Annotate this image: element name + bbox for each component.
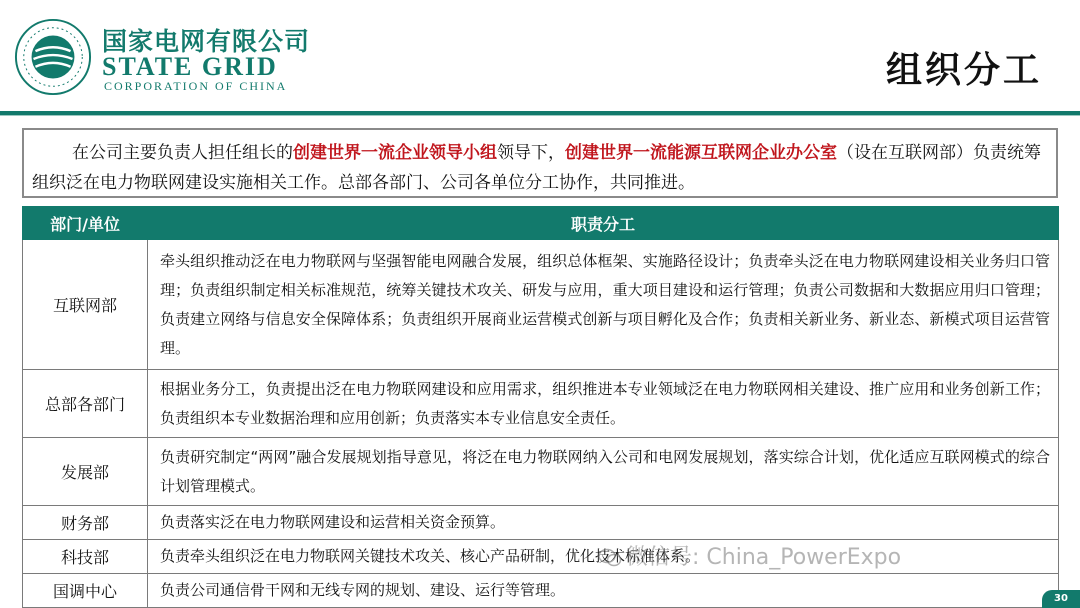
slide-header (0, 0, 1080, 110)
table-row (23, 540, 1059, 574)
duty-table (22, 206, 1059, 608)
duty-cell: 负责落实泛在电力物联网建设和运营相关资金预算。 (148, 506, 1059, 540)
intro-highlight-2: 创建世界一流能源互联网企业办公室 (565, 143, 837, 163)
intro-highlight-1: 创建世界一流企业领导小组 (293, 143, 497, 163)
table-row (23, 370, 1059, 438)
header-divider-thin (0, 115, 1080, 116)
duty-cell: 根据业务分工，负责提出泛在电力物联网建设和应用需求，组织推进本专业领域泛在电力物联网相关建设、推广应用和业务创新工作；负责组织本专业数据治理和应用创新；负责落实本专业信息安全责任。 (148, 370, 1059, 438)
duty-cell: 负责研究制定“两网”融合发展规划指导意见，将泛在电力物联网纳入公司和电网发展规划，落实综合计划，优化适应互联网模式的综合计划管理模式。 (148, 438, 1059, 506)
wechat-watermark (598, 540, 901, 571)
table-row (23, 574, 1059, 608)
dept-cell: 总部各部门 (23, 370, 148, 438)
dept-cell: 发展部 (23, 438, 148, 506)
table-row (23, 506, 1059, 540)
watermark-text: 微信号: China_PowerExpo (626, 545, 902, 570)
intro-text-2: 领导下， (497, 143, 565, 163)
duty-cell: 负责公司通信骨干网和无线专网的规划、建设、运行等管理。 (148, 574, 1059, 608)
company-name-cn: 国家电网有限公司 (102, 27, 311, 56)
wechat-icon (598, 548, 622, 568)
duty-cell: 牵头组织推动泛在电力物联网与坚强智能电网融合发展，组织总体框架、实施路径设计；负责牵头泛在电力物联网建设相关业务归口管理；负责组织制定相关标准规范，统筹关键技术攻关、研发与应用，重大项目建设和运行管理；负责公司数据和大数据应用归口管理；负责建立网络与信息安全保障体系；负责组织开展商业运营模式创新与项目孵化及合作；负责相关新业务、新业态、新模式项目运营管理。 (148, 240, 1059, 370)
table-row (23, 438, 1059, 506)
table-row (23, 240, 1059, 370)
dept-cell: 财务部 (23, 506, 148, 540)
intro-paragraph (22, 128, 1058, 198)
page-title: 组织分工 (885, 50, 1042, 91)
intro-text-1: 在公司主要负责人担任组长的 (72, 143, 293, 163)
company-name-en-sub: CORPORATION OF CHINA (104, 79, 288, 93)
page-number: 30 (1042, 590, 1080, 608)
table-header-row (23, 207, 1059, 240)
duty-cell: 负责牵头组织泛在电力物联网关键技术攻关、核心产品研制，优化技术标准体系。 (148, 540, 1059, 574)
dept-cell: 国调中心 (23, 574, 148, 608)
header-dept: 部门/单位 (23, 207, 148, 240)
intro-text-3: （设在互联网部）负责统筹组织泛在电力物联网建设实施相关工作。总部各部门、公司各单位分工协作，共同推进。 (32, 143, 1041, 193)
dept-cell: 互联网部 (23, 240, 148, 370)
company-name-en: STATE GRID (102, 52, 278, 81)
dept-cell: 科技部 (23, 540, 148, 574)
header-duty: 职责分工 (148, 207, 1059, 240)
state-grid-logo-icon (14, 18, 92, 96)
